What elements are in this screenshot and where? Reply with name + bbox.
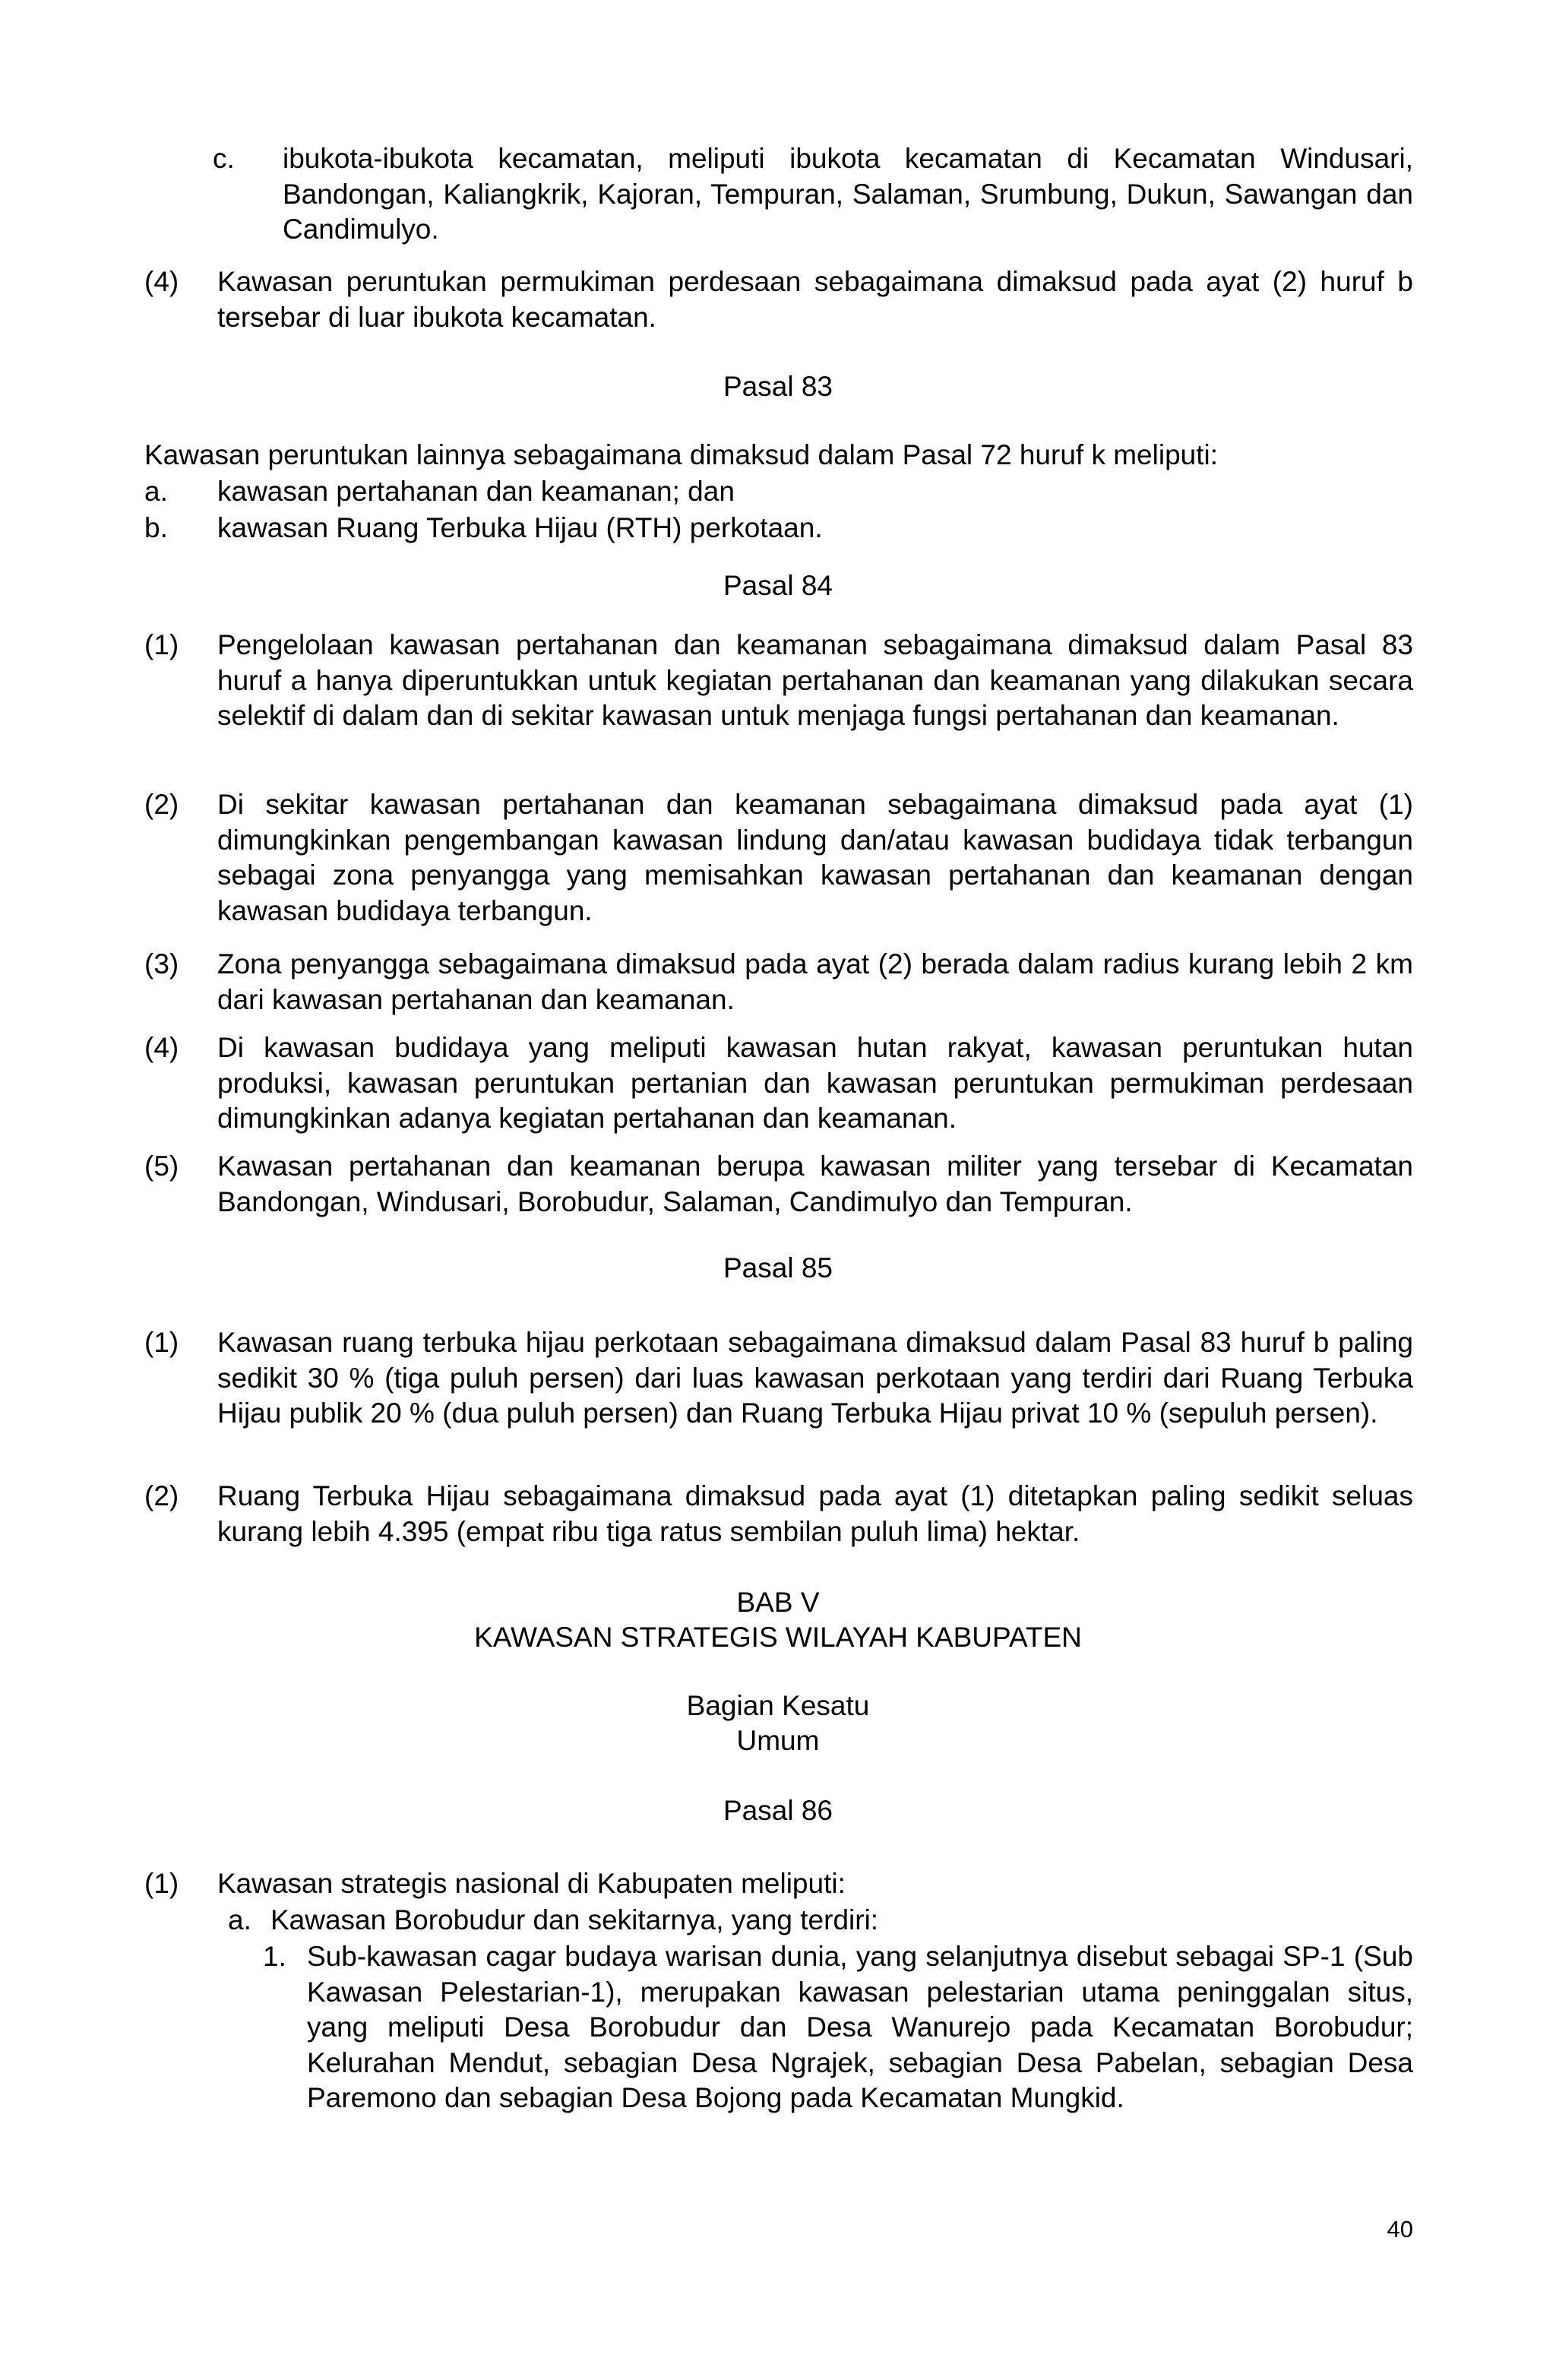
pasal-83-intro: Kawasan peruntukan lainnya sebagaimana dimaksud dalam Pasal 72 huruf k meliputi: xyxy=(144,439,1219,470)
ayat-text: Kawasan peruntukan permukiman perdesaan sebagaimana dimaksud pada ayat (2) huruf b tersebar di luar ibukota kecamatan. xyxy=(217,266,1413,333)
bab-heading: BAB V xyxy=(736,1587,820,1618)
ayat-text: Di kawasan budidaya yang meliputi kawasan hutan rakyat, kawasan peruntukan hutan produksi, kawasan peruntukan pertanian dan kawasan peruntukan permukiman perdesaan dimungkinkan adanya kegiatan pertahanan dan keamanan. xyxy=(217,1032,1413,1134)
pasal-83-heading: Pasal 83 xyxy=(723,371,833,402)
ayat-label: (2) xyxy=(144,789,179,820)
pasal-84-heading: Pasal 84 xyxy=(723,570,833,601)
ayat-label: (5) xyxy=(144,1150,179,1182)
ayat-text: Ruang Terbuka Hijau sebagaimana dimaksud pada ayat (1) ditetapkan paling sedikit seluas kurang lebih 4.395 (empat ribu tiga ratus sembilan puluh lima) hektar. xyxy=(217,1480,1413,1547)
list-label-c: c. xyxy=(213,143,235,174)
list-label-a: a. xyxy=(144,476,168,507)
ayat-text: Kawasan strategis nasional di Kabupaten meliputi: xyxy=(217,1868,846,1899)
pasal-86-heading: Pasal 86 xyxy=(723,1795,833,1826)
ayat-text: Pengelolaan kawasan pertahanan dan keamanan sebagaimana dimaksud dalam Pasal 83 huruf a hanya diperuntukkan untuk kegiatan pertahanan dan keamanan yang dilakukan secara selektif di dalam dan di sekitar kawasan untuk menjaga fungsi pertahanan dan keamanan. xyxy=(217,629,1413,731)
list-item-b-text: kawasan Ruang Terbuka Hijau (RTH) perkotaan. xyxy=(217,512,823,543)
list-item-a-text: Kawasan Borobudur dan sekitarnya, yang terdiri: xyxy=(270,1904,879,1935)
ayat-text: Kawasan ruang terbuka hijau perkotaan sebagaimana dimaksud dalam Pasal 83 huruf b paling sedikit 30 % (tiga puluh persen) dari luas kawasan perkotaan yang terdiri dari Ruang Terbuka Hijau publik 20 % (dua puluh persen) dan Ruang Terbuka Hijau privat 10 % (sepuluh persen). xyxy=(217,1327,1413,1429)
ayat-label: (1) xyxy=(144,1327,179,1358)
page-number: 40 xyxy=(1387,2216,1413,2242)
ayat-label: (3) xyxy=(144,948,179,980)
ayat-text: Di sekitar kawasan pertahanan dan keamanan sebagaimana dimaksud pada ayat (1) dimungkinkan pengembangan kawasan lindung dan/atau kawasan budidaya tidak terbangun sebagai zona penyangga yang memisahkan kawasan pertahanan dan keamanan dengan kawasan budidaya terbangun. xyxy=(217,789,1413,926)
list-label-b: b. xyxy=(144,512,168,543)
bagian-heading: Bagian Kesatu xyxy=(686,1690,870,1721)
list-label-1: 1. xyxy=(263,1941,286,1972)
bab-subtitle: KAWASAN STRATEGIS WILAYAH KABUPATEN xyxy=(474,1622,1082,1653)
ayat-text: Zona penyangga sebagaimana dimaksud pada ayat (2) berada dalam radius kurang lebih 2 km dari kawasan pertahanan dan keamanan. xyxy=(217,948,1413,1015)
ayat-label: (1) xyxy=(144,1868,179,1899)
bagian-subtitle: Umum xyxy=(736,1725,820,1756)
ayat-label: (4) xyxy=(144,1032,179,1063)
ayat-text: Kawasan pertahanan dan keamanan berupa kawasan militer yang tersebar di Kecamatan Bandongan, Windusari, Borobudur, Salaman, Candimulyo dan Tempuran. xyxy=(217,1150,1413,1217)
list-item-1-text: Sub-kawasan cagar budaya warisan dunia, yang selanjutnya disebut sebagai SP-1 (Sub Kawasan Pelestarian-1), merupakan kawasan pelestarian utama peninggalan situs, yang meliputi Desa Borobudur dan Desa Wanurejo pada Kecamatan Borobudur; Kelurahan Mendut, sebagian Desa Ngrajek, sebagian Desa Pabelan, sebagian Desa Paremono dan sebagian Desa Bojong pada Kecamatan Mungkid. xyxy=(307,1941,1413,2113)
ayat-label: (4) xyxy=(144,266,179,297)
ayat-label: (2) xyxy=(144,1480,179,1511)
list-item-a-text: kawasan pertahanan dan keamanan; dan xyxy=(217,476,735,507)
ayat-label: (1) xyxy=(144,629,179,660)
list-item-c-text: ibukota-ibukota kecamatan, meliputi ibukota kecamatan di Kecamatan Windusari, Bandongan, Kaliangkrik, Kajoran, Tempuran, Salaman, Srumbung, Dukun, Sawangan dan Candimulyo. xyxy=(283,143,1413,245)
pasal-85-heading: Pasal 85 xyxy=(723,1252,833,1283)
list-label-a: a. xyxy=(228,1904,251,1935)
